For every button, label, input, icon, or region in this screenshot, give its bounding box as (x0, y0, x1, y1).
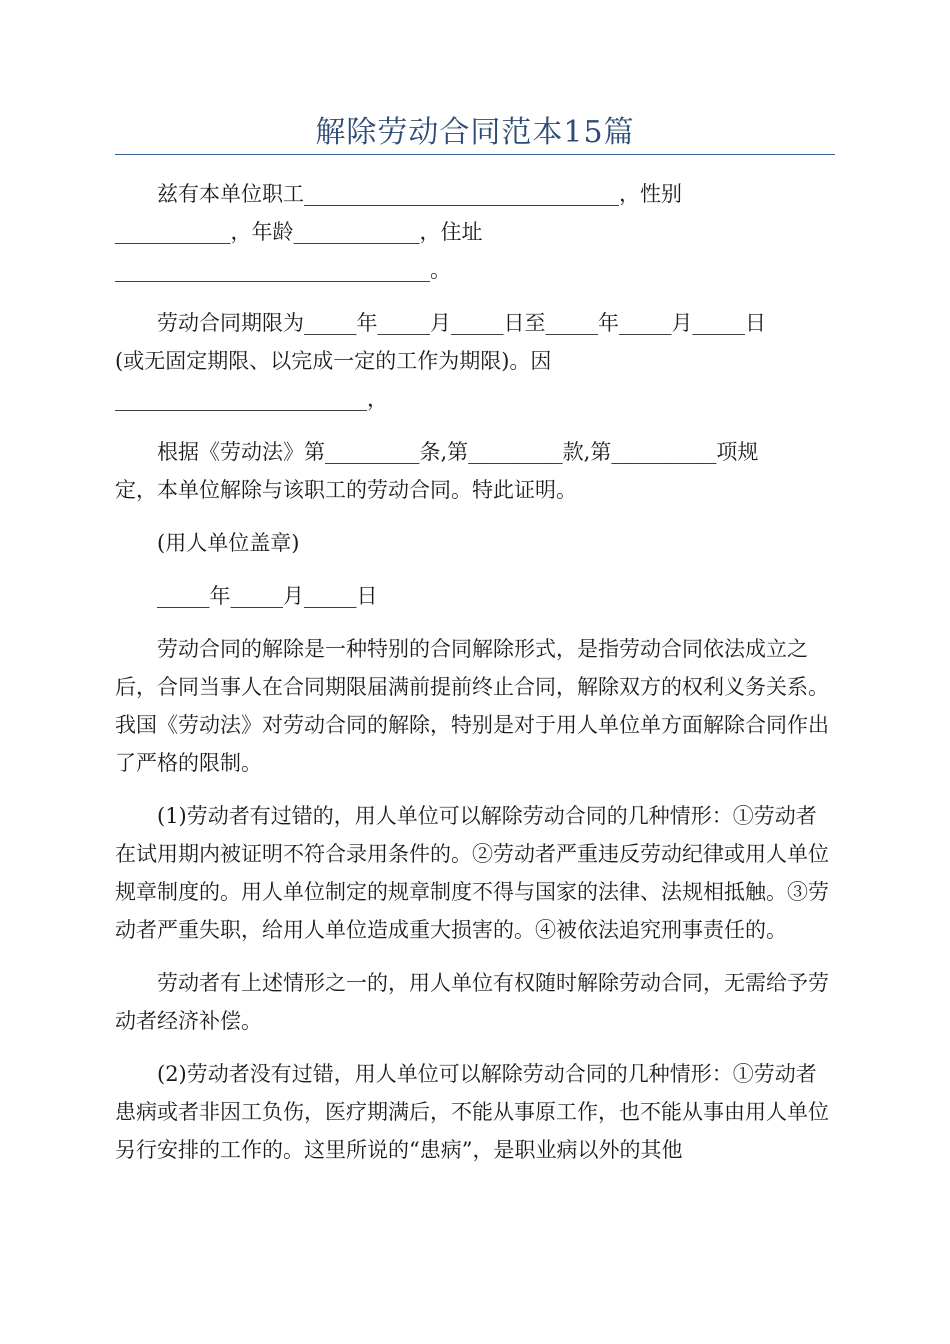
document-title: 解除劳动合同范本15篇 (315, 115, 635, 150)
body-paragraph: (2)劳动者没有过错，用人单位可以解除劳动合同的几种情形：①劳动者患病或者非因工负伤，医疗期满后，不能从事原工作，也不能从事由用人单位另行安排的工作的。这里所说的“患病”，是职业病以外的其他 (115, 1062, 829, 1162)
text-line: ___________，年龄____________，住址 (115, 220, 483, 244)
text-line: ________________________， (115, 387, 388, 411)
text-line: 根据《劳动法》第_________条,第_________款,第__________项规 (157, 440, 759, 464)
body-paragraph: 劳动者有上述情形之一的，用人单位有权随时解除劳动合同，无需给予劳动者经济补偿。 (115, 971, 829, 1033)
document-body (115, 175, 835, 1184)
body-paragraph: 劳动合同的解除是一种特别的合同解除形式，是指劳动合同依法成立之后，合同当事人在合同期限届满前提前终止合同，解除双方的权利义务关系。我国《劳动法》对劳动合同的解除，特别是对于用人单位单方面解除合同作出了严格的限制。 (115, 637, 829, 775)
text-line: 定，本单位解除与该职工的劳动合同。特此证明。 (115, 478, 577, 502)
text-line: (或无固定期限、以完成一定的工作为期限)。因 (115, 349, 552, 373)
text-line: 兹有本单位职工______________________________，性别 (157, 182, 682, 206)
title-underline (115, 154, 835, 155)
date-line: _____年_____月_____日 (157, 584, 378, 608)
seal-line: (用人单位盖章) (157, 531, 300, 555)
body-paragraph: (1)劳动者有过错的，用人单位可以解除劳动合同的几种情形：①劳动者在试用期内被证明不符合录用条件的。②劳动者严重违反劳动纪律或用人单位规章制度的。用人单位制定的规章制度不得与国家的法律、法规相抵触。③劳动者严重失职，给用人单位造成重大损害的。④被依法追究刑事责任的。 (115, 804, 829, 942)
employee-info-paragraph (115, 175, 835, 289)
text-line: ______________________________。 (115, 258, 451, 282)
legal-basis-paragraph (115, 433, 835, 509)
contract-term-paragraph (115, 304, 835, 418)
text-line: 劳动合同期限为_____年_____月_____日至_____年_____月_____日 (157, 311, 766, 335)
